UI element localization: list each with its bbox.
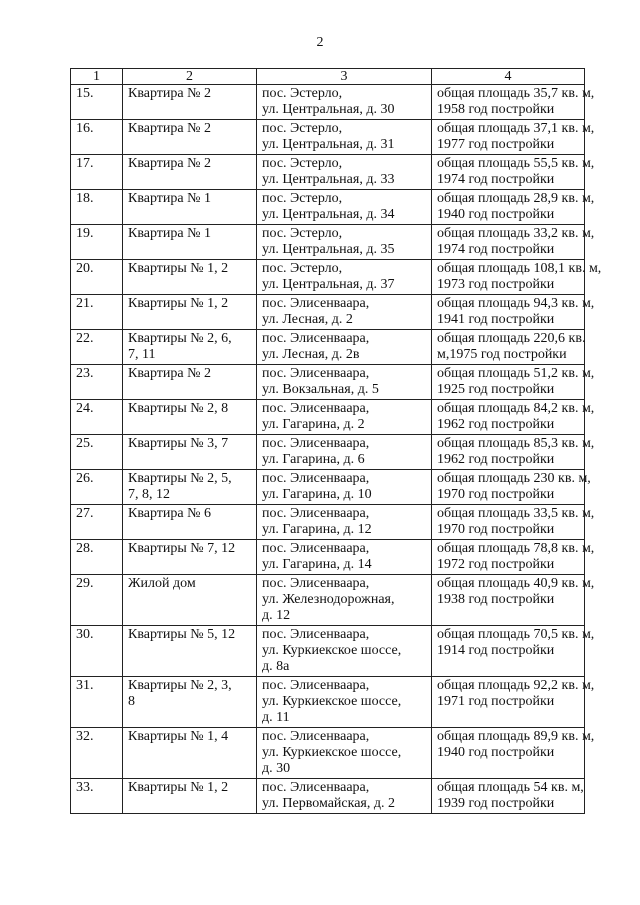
- table-row: [71, 779, 585, 814]
- row-number: 31.: [71, 677, 123, 728]
- characteristics-line: общая площадь 78,8 кв. м,: [437, 541, 595, 556]
- object-line: Квартира № 1: [128, 226, 211, 241]
- object-name-cell: [123, 400, 257, 435]
- characteristics-cell: [432, 779, 585, 814]
- characteristics-line: общая площадь 70,5 кв. м,: [437, 627, 595, 642]
- table-row: [71, 540, 585, 575]
- property-table: [70, 68, 602, 814]
- object-name-cell: [123, 365, 257, 400]
- characteristics-cell: [432, 505, 595, 540]
- object-name-cell: [123, 155, 257, 190]
- address-cell: [257, 779, 432, 814]
- address-cell: [257, 540, 432, 575]
- characteristics-line: 1970 год постройки: [437, 487, 555, 502]
- characteristics-cell: [432, 190, 595, 225]
- characteristics-line: общая площадь 33,5 кв. м,: [437, 506, 595, 521]
- characteristics-cell: [432, 330, 585, 365]
- characteristics-line: 1914 год постройки: [437, 643, 555, 658]
- address-line: пос. Элисенваара,: [262, 506, 370, 521]
- characteristics-cell: [432, 260, 602, 295]
- row-number: 27.: [71, 505, 123, 540]
- table-row: [71, 295, 585, 330]
- address-line: пос. Элисенваара,: [262, 471, 370, 486]
- object-line: Квартиры № 1, 2: [128, 296, 229, 311]
- address-cell: [257, 435, 432, 470]
- object-name-cell: [123, 779, 257, 814]
- object-line: 7, 8, 12: [128, 487, 170, 502]
- object-line: Квартиры № 5, 12: [128, 627, 236, 642]
- address-line: ул. Куркиекское шоссе,: [262, 643, 402, 658]
- address-cell: [257, 470, 432, 505]
- row-number: 20.: [71, 260, 123, 295]
- address-line: д. 30: [262, 761, 291, 776]
- row-number: 21.: [71, 295, 123, 330]
- object-name-cell: [123, 190, 257, 225]
- column-header-2: 2: [123, 69, 257, 85]
- row-number: 23.: [71, 365, 123, 400]
- characteristics-line: общая площадь 84,2 кв. м,: [437, 401, 595, 416]
- row-number: 32.: [71, 728, 123, 779]
- characteristics-cell: [432, 575, 595, 626]
- characteristics-line: 1941 год постройки: [437, 312, 555, 327]
- object-name-cell: [123, 575, 257, 626]
- characteristics-cell: [432, 225, 595, 260]
- object-line: 8: [128, 694, 135, 709]
- characteristics-line: общая площадь 33,2 кв. м,: [437, 226, 595, 241]
- address-line: ул. Центральная, д. 34: [262, 207, 395, 222]
- page-number: 2: [316, 35, 324, 50]
- table-row: [71, 260, 585, 295]
- address-line: ул. Куркиекское шоссе,: [262, 745, 402, 760]
- row-number: 22.: [71, 330, 123, 365]
- object-line: Квартиры № 2, 8: [128, 401, 229, 416]
- address-line: ул. Гагарина, д. 10: [262, 487, 372, 502]
- address-line: ул. Центральная, д. 33: [262, 172, 395, 187]
- characteristics-line: общая площадь 94,3 кв. м,: [437, 296, 595, 311]
- address-cell: [257, 330, 432, 365]
- row-number: 33.: [71, 779, 123, 814]
- address-line: ул. Гагарина, д. 2: [262, 417, 365, 432]
- characteristics-cell: [432, 365, 595, 400]
- object-name-cell: [123, 540, 257, 575]
- address-line: ул. Вокзальная, д. 5: [262, 382, 379, 397]
- row-number: 19.: [71, 225, 123, 260]
- object-line: Квартира № 2: [128, 156, 211, 171]
- address-line: пос. Элисенваара,: [262, 401, 370, 416]
- characteristics-line: общая площадь 230 кв. м,: [437, 471, 591, 486]
- address-line: ул. Первомайская, д. 2: [262, 796, 395, 811]
- characteristics-line: общая площадь 51,2 кв. м,: [437, 366, 595, 381]
- object-name-cell: [123, 435, 257, 470]
- characteristics-line: 1938 год постройки: [437, 592, 555, 607]
- characteristics-line: м,1975 год постройки: [437, 347, 567, 362]
- row-number: 17.: [71, 155, 123, 190]
- object-line: Квартиры № 2, 5,: [128, 471, 232, 486]
- object-name-cell: [123, 505, 257, 540]
- object-line: Квартира № 2: [128, 366, 211, 381]
- address-line: пос. Элисенваара,: [262, 780, 370, 795]
- address-cell: [257, 155, 432, 190]
- address-line: пос. Элисенваара,: [262, 296, 370, 311]
- characteristics-cell: [432, 400, 595, 435]
- object-name-cell: [123, 677, 257, 728]
- address-cell: [257, 190, 432, 225]
- address-cell: [257, 85, 432, 120]
- object-name-cell: [123, 85, 257, 120]
- table-row: [71, 677, 585, 728]
- object-line: Квартиры № 7, 12: [128, 541, 236, 556]
- column-header-3: 3: [257, 69, 432, 85]
- characteristics-line: общая площадь 85,3 кв. м,: [437, 436, 595, 451]
- characteristics-cell: [432, 540, 595, 575]
- table-row: [71, 155, 585, 190]
- characteristics-line: общая площадь 55,5 кв. м,: [437, 156, 595, 171]
- characteristics-line: общая площадь 54 кв. м,: [437, 780, 584, 795]
- address-line: пос. Элисенваара,: [262, 729, 370, 744]
- characteristics-line: общая площадь 35,7 кв. м,: [437, 86, 595, 101]
- address-cell: [257, 677, 432, 728]
- object-line: Квартиры № 3, 7: [128, 436, 229, 451]
- address-line: д. 11: [262, 710, 290, 725]
- address-line: ул. Гагарина, д. 6: [262, 452, 365, 467]
- address-line: ул. Лесная, д. 2в: [262, 347, 360, 362]
- object-line: 7, 11: [128, 347, 156, 362]
- object-name-cell: [123, 626, 257, 677]
- address-cell: [257, 728, 432, 779]
- characteristics-line: 1970 год постройки: [437, 522, 555, 537]
- table-row: [71, 435, 585, 470]
- address-line: ул. Железнодорожная,: [262, 592, 395, 607]
- address-line: пос. Эстерло,: [262, 191, 343, 206]
- address-line: пос. Элисенваара,: [262, 678, 370, 693]
- row-number: 15.: [71, 85, 123, 120]
- row-number: 25.: [71, 435, 123, 470]
- object-name-cell: [123, 728, 257, 779]
- characteristics-line: 1940 год постройки: [437, 745, 555, 760]
- object-name-cell: [123, 470, 257, 505]
- table-row: [71, 365, 585, 400]
- address-cell: [257, 400, 432, 435]
- address-line: пос. Элисенваара,: [262, 627, 370, 642]
- characteristics-cell: [432, 728, 595, 779]
- characteristics-line: общая площадь 108,1 кв. м,: [437, 261, 602, 276]
- address-line: ул. Куркиекское шоссе,: [262, 694, 402, 709]
- characteristics-line: общая площадь 37,1 кв. м,: [437, 121, 595, 136]
- address-line: ул. Центральная, д. 35: [262, 242, 395, 257]
- characteristics-cell: [432, 470, 591, 505]
- address-line: пос. Эстерло,: [262, 156, 343, 171]
- object-name-cell: [123, 225, 257, 260]
- characteristics-cell: [432, 435, 595, 470]
- row-number: 28.: [71, 540, 123, 575]
- characteristics-line: общая площадь 220,6 кв.: [437, 331, 586, 346]
- table-header-row: [71, 69, 585, 85]
- column-header-1: 1: [71, 69, 123, 85]
- address-line: пос. Элисенваара,: [262, 576, 370, 591]
- characteristics-line: 1939 год постройки: [437, 796, 555, 811]
- address-line: ул. Центральная, д. 37: [262, 277, 395, 292]
- object-line: Квартира № 2: [128, 121, 211, 136]
- table-row: [71, 505, 585, 540]
- address-line: пос. Элисенваара,: [262, 436, 370, 451]
- object-name-cell: [123, 260, 257, 295]
- characteristics-line: 1974 год постройки: [437, 242, 555, 257]
- table-row: [71, 470, 585, 505]
- address-line: пос. Эстерло,: [262, 86, 343, 101]
- address-line: пос. Эстерло,: [262, 226, 343, 241]
- characteristics-line: 1958 год постройки: [437, 102, 555, 117]
- address-cell: [257, 260, 432, 295]
- characteristics-line: общая площадь 92,2 кв. м,: [437, 678, 595, 693]
- address-line: ул. Гагарина, д. 14: [262, 557, 372, 572]
- characteristics-cell: [432, 85, 595, 120]
- address-line: ул. Центральная, д. 30: [262, 102, 395, 117]
- characteristics-line: 1925 год постройки: [437, 382, 555, 397]
- characteristics-line: 1977 год постройки: [437, 137, 555, 152]
- characteristics-line: 1940 год постройки: [437, 207, 555, 222]
- characteristics-line: 1971 год постройки: [437, 694, 555, 709]
- address-cell: [257, 505, 432, 540]
- table-row: [71, 190, 585, 225]
- address-cell: [257, 120, 432, 155]
- address-cell: [257, 225, 432, 260]
- object-line: Жилой дом: [128, 576, 196, 591]
- object-line: Квартиры № 1, 2: [128, 261, 229, 276]
- address-line: пос. Элисенваара,: [262, 366, 370, 381]
- table-row: [71, 626, 585, 677]
- characteristics-cell: [432, 295, 595, 330]
- object-line: Квартира № 2: [128, 86, 211, 101]
- characteristics-line: общая площадь 28,9 кв. м,: [437, 191, 595, 206]
- characteristics-line: 1973 год постройки: [437, 277, 555, 292]
- address-line: д. 12: [262, 608, 291, 623]
- address-cell: [257, 575, 432, 626]
- row-number: 26.: [71, 470, 123, 505]
- object-line: Квартиры № 2, 6,: [128, 331, 232, 346]
- object-line: Квартиры № 2, 3,: [128, 678, 232, 693]
- object-line: Квартиры № 1, 4: [128, 729, 229, 744]
- address-line: пос. Эстерло,: [262, 121, 343, 136]
- characteristics-line: 1974 год постройки: [437, 172, 555, 187]
- address-line: ул. Гагарина, д. 12: [262, 522, 372, 537]
- address-cell: [257, 626, 432, 677]
- characteristics-cell: [432, 120, 595, 155]
- address-cell: [257, 365, 432, 400]
- address-line: д. 8а: [262, 659, 290, 674]
- address-line: пос. Элисенваара,: [262, 331, 370, 346]
- row-number: 24.: [71, 400, 123, 435]
- address-cell: [257, 295, 432, 330]
- object-name-cell: [123, 295, 257, 330]
- object-name-cell: [123, 330, 257, 365]
- table-row: [71, 120, 585, 155]
- row-number: 16.: [71, 120, 123, 155]
- table-row: [71, 330, 585, 365]
- row-number: 30.: [71, 626, 123, 677]
- object-line: Квартира № 6: [128, 506, 211, 521]
- address-line: ул. Центральная, д. 31: [262, 137, 395, 152]
- characteristics-cell: [432, 677, 595, 728]
- object-name-cell: [123, 120, 257, 155]
- row-number: 29.: [71, 575, 123, 626]
- row-number: 18.: [71, 190, 123, 225]
- characteristics-cell: [432, 155, 595, 190]
- characteristics-line: общая площадь 40,9 кв. м,: [437, 576, 595, 591]
- object-line: Квартиры № 1, 2: [128, 780, 229, 795]
- table-row: [71, 575, 585, 626]
- column-header-4: 4: [432, 69, 585, 85]
- characteristics-cell: [432, 626, 595, 677]
- object-line: Квартира № 1: [128, 191, 211, 206]
- characteristics-line: 1972 год постройки: [437, 557, 555, 572]
- table-row: [71, 400, 585, 435]
- characteristics-line: общая площадь 89,9 кв. м,: [437, 729, 595, 744]
- characteristics-line: 1962 год постройки: [437, 452, 555, 467]
- table-row: [71, 225, 585, 260]
- table-body: [71, 85, 602, 814]
- address-line: ул. Лесная, д. 2: [262, 312, 353, 327]
- table-row: [71, 85, 585, 120]
- table-row: [71, 728, 585, 779]
- address-line: пос. Элисенваара,: [262, 541, 370, 556]
- characteristics-line: 1962 год постройки: [437, 417, 555, 432]
- address-line: пос. Эстерло,: [262, 261, 343, 276]
